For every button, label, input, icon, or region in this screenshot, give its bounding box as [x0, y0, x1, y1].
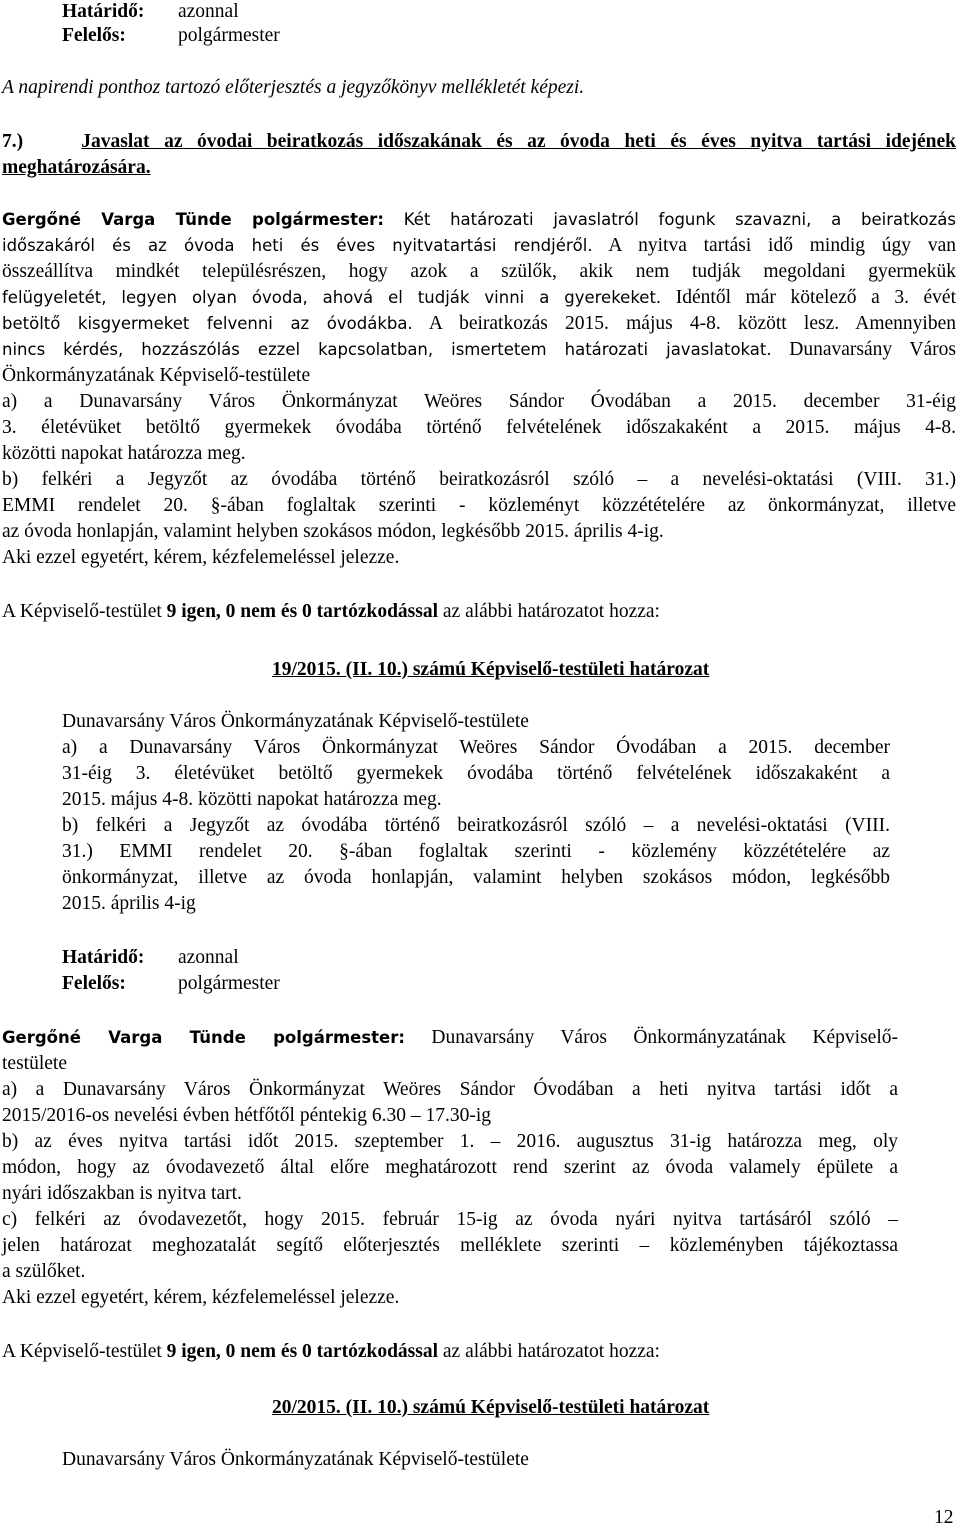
resolution1-line1: a) a Dunavarsány Város Önkormányzat Weöres Sándor Óvodában a 2015. december — [62, 737, 890, 758]
responsible-value: polgármester — [178, 25, 280, 46]
speech1-line12: EMMI rendelet 20. §-ában foglaltak szerinti - közleményt közzétételére az önkormányzat, illetve — [2, 495, 956, 516]
speech2-line10: a szülőket. — [2, 1261, 86, 1282]
resolution1-line6: önkormányzat, illetve az óvoda honlapján, valamint helyben szokásos módon, legkésőbb — [62, 867, 890, 888]
resolution2-body: Dunavarsány Város Önkormányzatának Képviselő-testülete — [62, 1449, 529, 1470]
resolution1-line4: b) felkéri a Jegyzőt az óvodába történő beiratkozásról szóló – a nevelési-oktatási (VIII. — [62, 815, 890, 836]
deadline-value: azonnal — [178, 947, 239, 968]
speech1-line3: összeállítva mindkét településrészen, hogy azok a szülők, akik nem tudják megoldani gyermekük — [2, 261, 956, 282]
resolution1-line7: 2015. április 4-ig — [62, 893, 196, 914]
speech2-line4: 2015/2016-os nevelési évben hétfőtől péntekig 6.30 – 17.30-ig — [2, 1105, 492, 1126]
speech2-line5: b) az éves nyitva tartási időt 2015. szeptember 1. – 2016. augusztus 31-ig határozza meg, oly — [2, 1131, 898, 1152]
speech1-line8: a) a Dunavarsány Város Önkormányzat Weöres Sándor Óvodában a 2015. december 31-éig — [2, 391, 956, 412]
speech2-line11: Aki ezzel egyetért, kérem, kézfelemeléssel jelezze. — [2, 1287, 400, 1308]
speech2-line3: a) a Dunavarsány Város Önkormányzat Weöres Sándor Óvodában a heti nyitva tartási időt a — [2, 1079, 898, 1100]
speech1-line5: betöltő kisgyermeket felvenni az óvodákba. A beiratkozás 2015. május 4-8. között lesz. Amennyiben — [2, 313, 956, 334]
speech1-line14: Aki ezzel egyetért, kérem, kézfelemeléssel jelezze. — [2, 547, 400, 568]
top-deadline — [62, 0, 239, 24]
responsible-label: Felelős: — [62, 973, 126, 994]
vote1-result: 9 igen, 0 nem és 0 tartózkodással — [166, 601, 439, 622]
speech1-line10: közötti napokat határozza meg. — [2, 443, 246, 464]
resolution1-line5: 31.) EMMI rendelet 20. §-ában foglaltak szerinti - közlemény közzétételére az — [62, 841, 890, 862]
resolution1-deadline — [62, 946, 239, 970]
speech1-line9: 3. életévüket betöltő gyermekek óvodába történő felvételének időszakaként a 2015. május 4-8. — [2, 417, 956, 438]
speech1-line11: b) felkéri a Jegyzőt az óvodába történő beiratkozásról szóló – a nevelési-oktatási (VIII. 31.) — [2, 469, 956, 490]
speech2-line6: módon, hogy az óvodavezető által előre meghatározott rend szerint az óvoda valamely épülete a — [2, 1157, 898, 1178]
resolution1-body: Dunavarsány Város Önkormányzatának Képviselő-testülete — [62, 711, 529, 732]
deadline-value: azonnal — [178, 1, 239, 22]
annex-note: A napirendi ponthoz tartozó előterjesztés a jegyzőkönyv mellékletét képezi. — [2, 77, 585, 98]
resolution1-responsible — [62, 972, 280, 996]
resolution1-line3: 2015. május 4-8. közötti napokat határozza meg. — [62, 789, 442, 810]
resolution1-line2: 31-éig 3. életévüket betöltő gyermekek óvodába történő felvételének időszakaként a — [62, 763, 890, 784]
top-responsible — [62, 24, 280, 48]
item7-title: Javaslat az óvodai beiratkozás időszakának és az óvoda heti és éves nyitva tartási idejének — [81, 131, 956, 152]
speech2-line2: testülete — [2, 1053, 67, 1074]
speech1-line4: felügyeletét, legyen olyan óvoda, ahová el tudják vinni a gyerekeket. Idéntől már kötelező a 3. évét — [2, 287, 956, 308]
item7-title-line1 — [2, 130, 956, 154]
speech1-line7: Önkormányzatának Képviselő-testülete — [2, 365, 311, 386]
deadline-label: Határidő: — [62, 947, 145, 968]
speech2-line9: jelen határozat meghozatalát segítő előterjesztés melléklete szerinti – közleményben tájékoztassa — [2, 1235, 898, 1256]
vote2: A Képviselő-testület 9 igen, 0 nem és 0 tartózkodással az alábbi határozatot hozza: — [2, 1341, 660, 1362]
speech1-line13: az óvoda honlapján, valamint helyben szokásos módon, legkésőbb 2015. április 4-ig. — [2, 521, 664, 542]
speech2-line7: nyári időszakban is nyitva tart. — [2, 1183, 242, 1204]
deadline-label: Határidő: — [62, 1, 145, 22]
speech1-line2: időszakáról és az óvoda heti és éves nyitvatartási rendjéről. A nyitva tartási idő mindig úgy van — [2, 235, 956, 256]
vote2-result: 9 igen, 0 nem és 0 tartózkodással — [166, 1341, 439, 1362]
vote1: A Képviselő-testület 9 igen, 0 nem és 0 tartózkodással az alábbi határozatot hozza: — [2, 601, 660, 622]
speaker-name: Gergőné Varga Tünde polgármester: — [2, 210, 384, 229]
responsible-label: Felelős: — [62, 25, 126, 46]
page-number: 12 — [934, 1507, 954, 1528]
responsible-value: polgármester — [178, 973, 280, 994]
item7-title-line2: meghatározására. — [2, 157, 151, 178]
speech2-line1: Gergőné Varga Tünde polgármester: Dunavarsány Város Önkormányzatának Képviselő- — [2, 1027, 899, 1048]
speech1-line1: Gergőné Varga Tünde polgármester: Két határozati javaslatról fogunk szavazni, a beiratkozás — [2, 210, 957, 229]
item7-number: 7.) — [2, 131, 24, 152]
speech1-line6: nincs kérdés, hozzászólás ezzel kapcsolatban, ismertetem határozati javaslatokat. Dunavarsány Város — [2, 339, 956, 360]
speaker-name: Gergőné Varga Tünde polgármester: — [2, 1028, 405, 1047]
resolution2-heading: 20/2015. (II. 10.) számú Képviselő-testületi határozat — [272, 1397, 710, 1418]
speech2-line8: c) felkéri az óvodavezetőt, hogy 2015. február 15-ig az óvoda nyári nyitva tartásáról szóló – — [2, 1209, 898, 1230]
resolution1-heading: 19/2015. (II. 10.) számú Képviselő-testületi határozat — [272, 659, 710, 680]
